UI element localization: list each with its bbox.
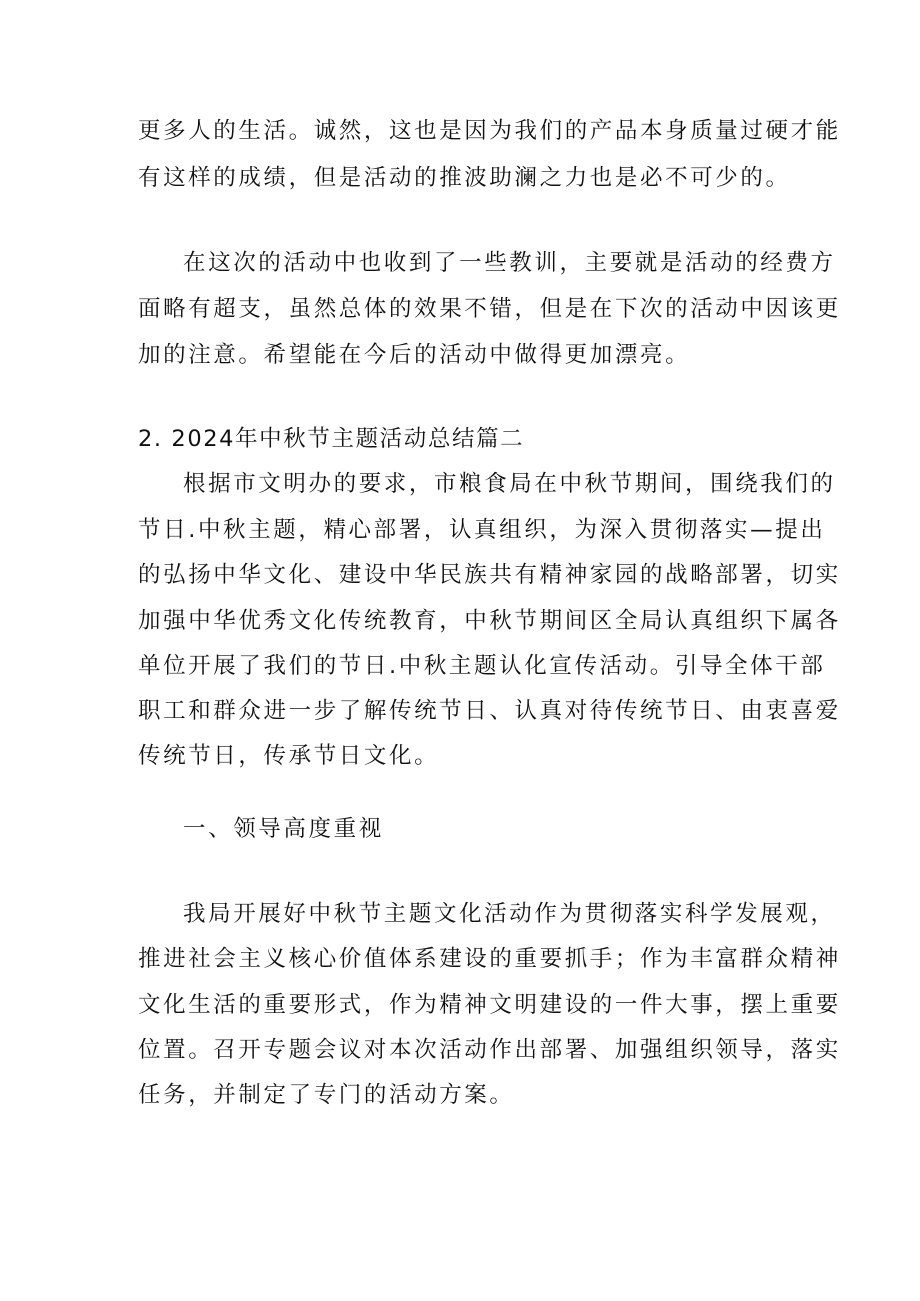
paragraph-3-line-5: 单位开展了我们的节日.中秋主题认化宣传活动。引导全体干部: [138, 653, 826, 679]
paragraph-2-line-2: 面略有超支，虽然总体的效果不错，但是在下次的活动中因该更: [138, 296, 841, 322]
paragraph-1-line-1: 更多人的生活。诚然，这也是因为我们的产品本身质量过硬才能: [138, 118, 841, 144]
section-heading: 2. 2024年中秋节主题活动总结篇二: [138, 426, 525, 452]
paragraph-2-line-3: 加的注意。希望能在今后的活动中做得更加漂亮。: [138, 342, 691, 368]
paragraph-4-line-1: 我局开展好中秋节主题文化活动作为贯彻落实科学发展观，: [183, 901, 836, 927]
paragraph-3-line-6: 职工和群众进一步了解传统节日、认真对待传统节日、由衷喜爱: [138, 698, 841, 724]
paragraph-3-line-2: 节日.中秋主题，精心部署，认真组织，为深入贯彻落实—提出: [138, 517, 826, 543]
paragraph-4-line-4: 位置。召开专题会议对本次活动作出部署、加强组织领导，落实: [138, 1037, 841, 1063]
subsection-title: 一、领导高度重视: [183, 816, 384, 842]
paragraph-3-line-7: 传统节日，传承节日文化。: [138, 743, 440, 769]
paragraph-3-line-4: 加强中华优秀文化传统教育，中秋节期间区全局认真组织下属各: [138, 608, 841, 634]
paragraph-4-line-2: 推进社会主义核心价值体系建设的重要抓手；作为丰富群众精神: [138, 946, 841, 972]
paragraph-3-line-3: 的弘扬中华文化、建设中华民族共有精神家园的战略部署，切实: [138, 562, 841, 588]
paragraph-4-line-3: 文化生活的重要形式，作为精神文明建设的一件大事，摆上重要: [138, 992, 841, 1018]
paragraph-3-line-1: 根据市文明办的要求，市粮食局在中秋节期间，围绕我们的: [183, 471, 836, 497]
paragraph-2-line-1: 在这次的活动中也收到了一些教训，主要就是活动的经费方: [183, 250, 836, 276]
paragraph-4-line-5: 任务，并制定了专门的活动方案。: [138, 1082, 515, 1108]
paragraph-1-line-2: 有这样的成绩，但是活动的推波助澜之力也是必不可少的。: [138, 165, 791, 191]
